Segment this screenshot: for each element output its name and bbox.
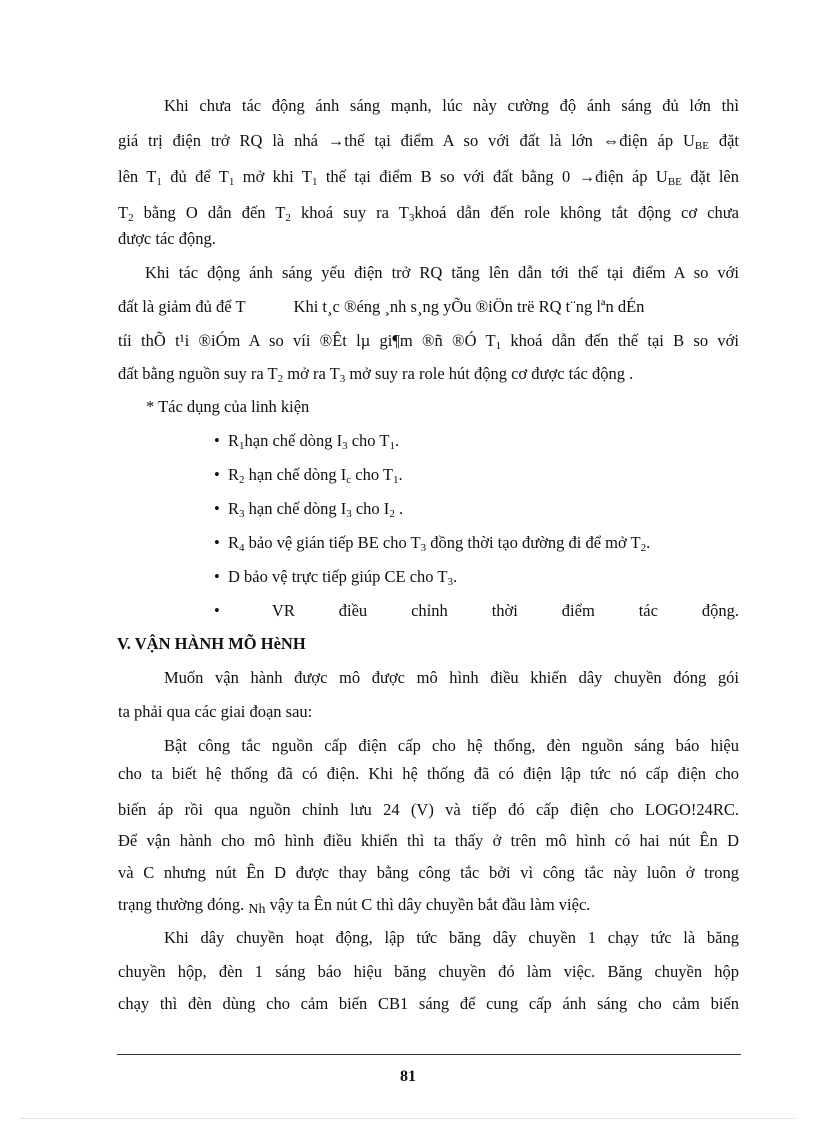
page-number: 81 (400, 1068, 416, 1085)
p4-line-6: trạng thường đóng. Nh vậy ta Ên nút C thì dây chuyền bắt đầu làm việc. (118, 895, 591, 917)
component-bullet-4: • $R_4$ bảo vệ gián tiếp BE cho $T_3$ đồng thời tạo đường đi để mở $T_2$. (214, 533, 651, 554)
p2-line-1: Khi tác động ánh sáng yếu điện trở RQ tăng lên dẫn tới thế tại điểm A so với (145, 263, 739, 282)
bullet-icon: • (214, 533, 220, 552)
bullet-icon: • (214, 567, 220, 586)
component-bullet-5: • D bảo vệ trực tiếp giúp CE cho $T_3$. (214, 567, 458, 588)
p4-line-1: Bật công tắc nguồn cấp điện cấp cho hệ thống, đèn nguồn sáng báo hiệu (164, 736, 739, 755)
p1-line-1: Khi chưa tác động ánh sáng mạnh, lúc này cường độ ánh sáng đủ lớn thì (164, 96, 739, 115)
p4-line-5: và C nhưng nút Ên D được thay bằng công tắc bởi vì công tắc này luôn ở trong (118, 863, 739, 882)
p2-line-2: đất là giảm đủ để T Khi t¸c ®éng ¸nh s¸ng yÕu ®iÖn trë RQ t¨ng lªn dÉn (118, 297, 645, 316)
p4-line-4: Để vận hành cho mô hình điều khiển thì ta thấy ở trên mô hình có hai nút Ên D (118, 831, 739, 850)
bullet-icon: • (214, 601, 220, 620)
p4-line-2: cho ta biết hệ thống đã có điện. Khi hệ thống đã có điện lập tức nó cấp điện cho (118, 764, 739, 783)
p3-line-1: Muốn vận hành được mô được mô hình điều khiển dây chuyền đóng gói (164, 668, 739, 687)
p1-line-2: giá trị điện trở RQ là nhá →thế tại điểm A so với đất là lớn ⇔điện áp $U_{BE}$ đặt (118, 131, 739, 152)
section-heading: V. VẬN HÀNH MÕ HèNH (117, 634, 306, 653)
footer-rule (117, 1054, 741, 1055)
p5-line-3: chạy thì đèn dùng cho cảm biến CB1 sáng để cung cấp ánh sáng cho cảm biến (118, 994, 739, 1013)
component-bullet-3: • $R_3$ hạn chế dòng $I_3$ cho $I_2$ . (214, 499, 404, 520)
bullet-icon: • (214, 465, 220, 484)
p4-line-3: biến áp rồi qua nguồn chỉnh lưu 24 (V) và tiếp đó cấp điện cho LOGO!24RC. (118, 800, 739, 819)
component-bullet-6: • VR điều chỉnh thời điểm tác động. (214, 601, 739, 620)
p5-line-1: Khi dây chuyền hoạt động, lập tức băng dây chuyền 1 chạy tức là băng (164, 928, 739, 947)
page-bottom-dotted-border (20, 1118, 796, 1119)
p5-line-2: chuyền hộp, đèn 1 sáng báo hiệu băng chuyền đó làm việc. Băng chuyền hộp (118, 962, 739, 981)
components-heading: * Tác dụng của linh kiện (146, 397, 310, 416)
p1-line-4: $T_2$ bằng O dẫn đến $T_2$ khoá suy ra $T_3khoá$ dẫn đến role không tắt động cơ chưa (118, 203, 739, 224)
p1-line-3: lên $T_1$ đủ để $T_1$ mở khi $T_1$ thế tại điểm B so với đất bằng 0 →điện áp $U_{BE}$ đặt lên (118, 167, 739, 188)
p2-line-4: đất bằng nguồn suy ra $T_2$ mở ra $T_3$ mở suy ra role hút động cơ được tác động . (118, 364, 634, 385)
p3-line-2: ta phải qua các giai đoạn sau: (118, 702, 313, 721)
bullet-icon: • (214, 431, 220, 450)
component-bullet-1: • $R_1hạn$ chế dòng $I_3$ cho $T_1$. (214, 431, 400, 452)
component-bullet-2: • $R_2$ hạn chế dòng $I_c$ cho $T_1$. (214, 465, 403, 486)
p2-line-3: tíi thÕ t¹i ®iÓm A so víi ®Êt lµ gi¶m ®ñ ®Ó $T_1$ khoá dẫn đến thế tại B so với (118, 331, 739, 352)
bullet-icon: • (214, 499, 220, 518)
p1-line-5: được tác động. (118, 229, 216, 248)
